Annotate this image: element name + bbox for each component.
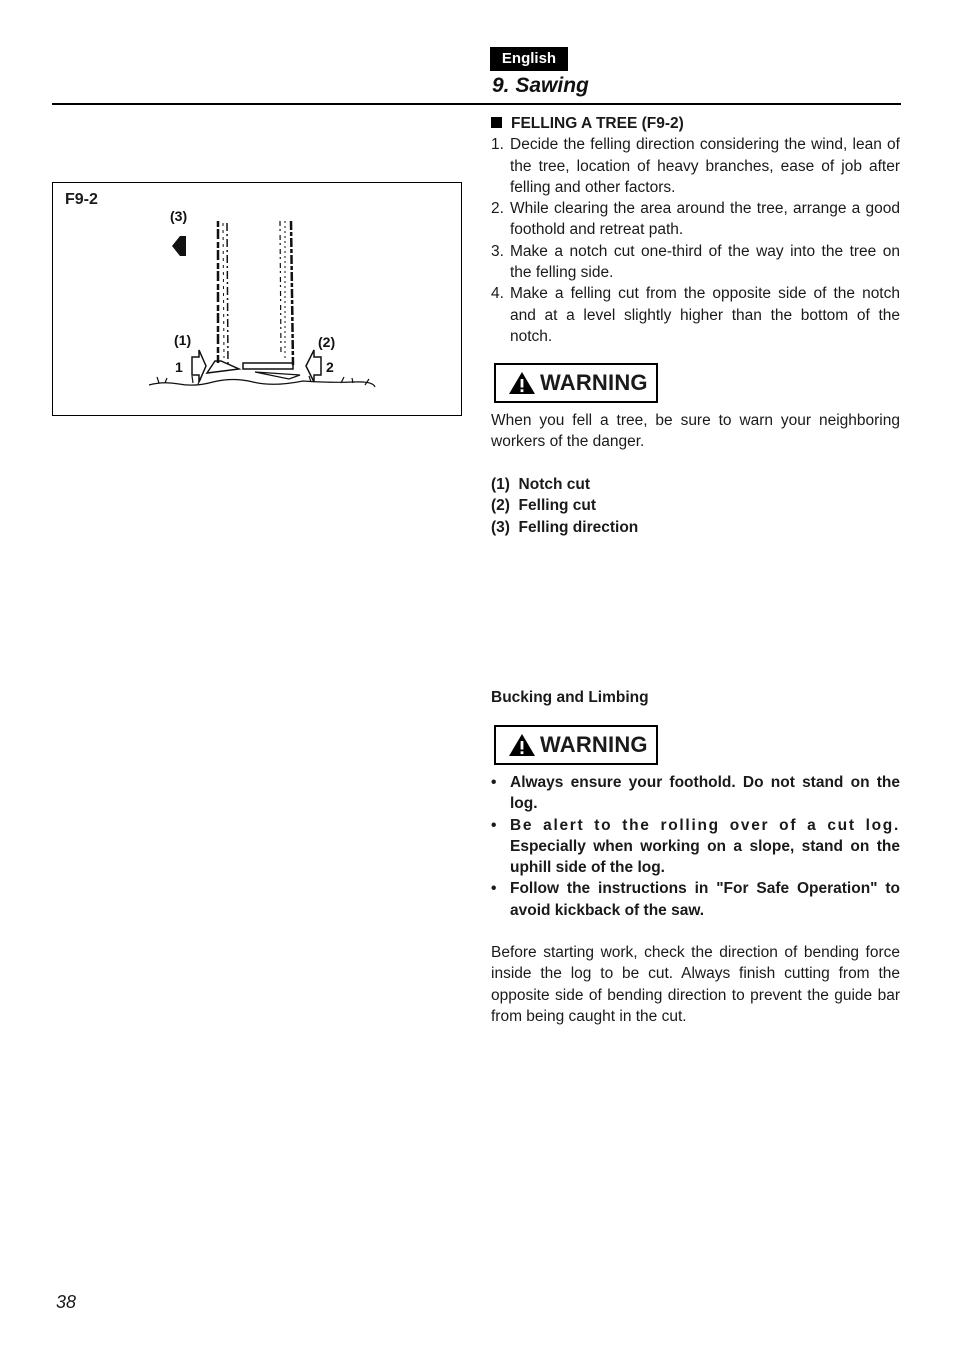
list-item: • Be alert to the rolling over of a cut log. Especially when working on a slope, stand on the uphill side of the log.	[491, 816, 900, 877]
label-notch-cut: (1)	[174, 332, 192, 348]
list-item: 1. Decide the felling direction considering the wind, lean of the tree, location of heavy branches, ease of job after felling and other factors.	[491, 136, 900, 196]
legend-item: (3) Felling direction	[491, 518, 639, 536]
warning-box-felling: WARNING	[494, 363, 658, 403]
warning-box-bucking: WARNING	[494, 725, 658, 765]
figure-f9-2	[52, 182, 462, 416]
list-item: 4. Make a felling cut from the opposite side of the notch and at a level slightly higher than the bottom of the notch.	[491, 285, 900, 345]
tree-trunk	[207, 221, 300, 379]
felling-cut-arrow-icon	[306, 350, 321, 382]
list-item: • Always ensure your foothold. Do not stand on the log.	[491, 774, 900, 813]
figure-id: F9-2	[65, 191, 98, 208]
bucking-heading: Bucking and Limbing	[491, 689, 649, 706]
legend-item: (2) Felling cut	[491, 497, 597, 515]
warning-triangle-icon	[508, 733, 536, 757]
label-num-2: 2	[326, 359, 334, 375]
page-number: 38	[56, 1292, 77, 1312]
felling-heading: FELLING A TREE (F9-2)	[491, 113, 900, 134]
ground-line	[149, 376, 375, 387]
label-felling-cut: (2)	[318, 334, 336, 350]
section-title: 9. Sawing	[492, 74, 589, 97]
list-item: • Follow the instructions in "For Safe Operation" to avoid kickback of the saw.	[491, 880, 900, 919]
tree-felling-illustration	[53, 183, 463, 417]
notch-cut-arrow-icon	[192, 350, 206, 382]
label-num-1: 1	[175, 359, 183, 375]
legend-item: (1) Notch cut	[491, 476, 591, 493]
square-bullet-icon	[491, 117, 502, 128]
bucking-bullets	[491, 772, 900, 921]
felling-section	[491, 113, 900, 347]
header-rule	[52, 103, 901, 105]
felling-direction-arrow-icon	[172, 236, 186, 256]
felling-steps	[491, 134, 900, 347]
figure-legend	[491, 474, 900, 538]
felling-warning-text: When you fell a tree, be sure to warn your neighboring workers of the danger.	[491, 412, 900, 451]
language-badge: English	[490, 47, 568, 71]
list-item: 2. While clearing the area around the tree, arrange a good foothold and retreat path.	[491, 200, 900, 239]
list-item: 3. Make a notch cut one-third of the way into the tree on the felling side.	[491, 242, 900, 282]
label-felling-direction: (3)	[170, 208, 188, 224]
bucking-paragraph: Before starting work, check the direction of bending force inside the log to be cut. Always finish cutting from the opposite side of bending direction to prevent the guide bar from being caught in the cut.	[491, 944, 900, 1025]
warning-triangle-icon	[508, 371, 536, 395]
